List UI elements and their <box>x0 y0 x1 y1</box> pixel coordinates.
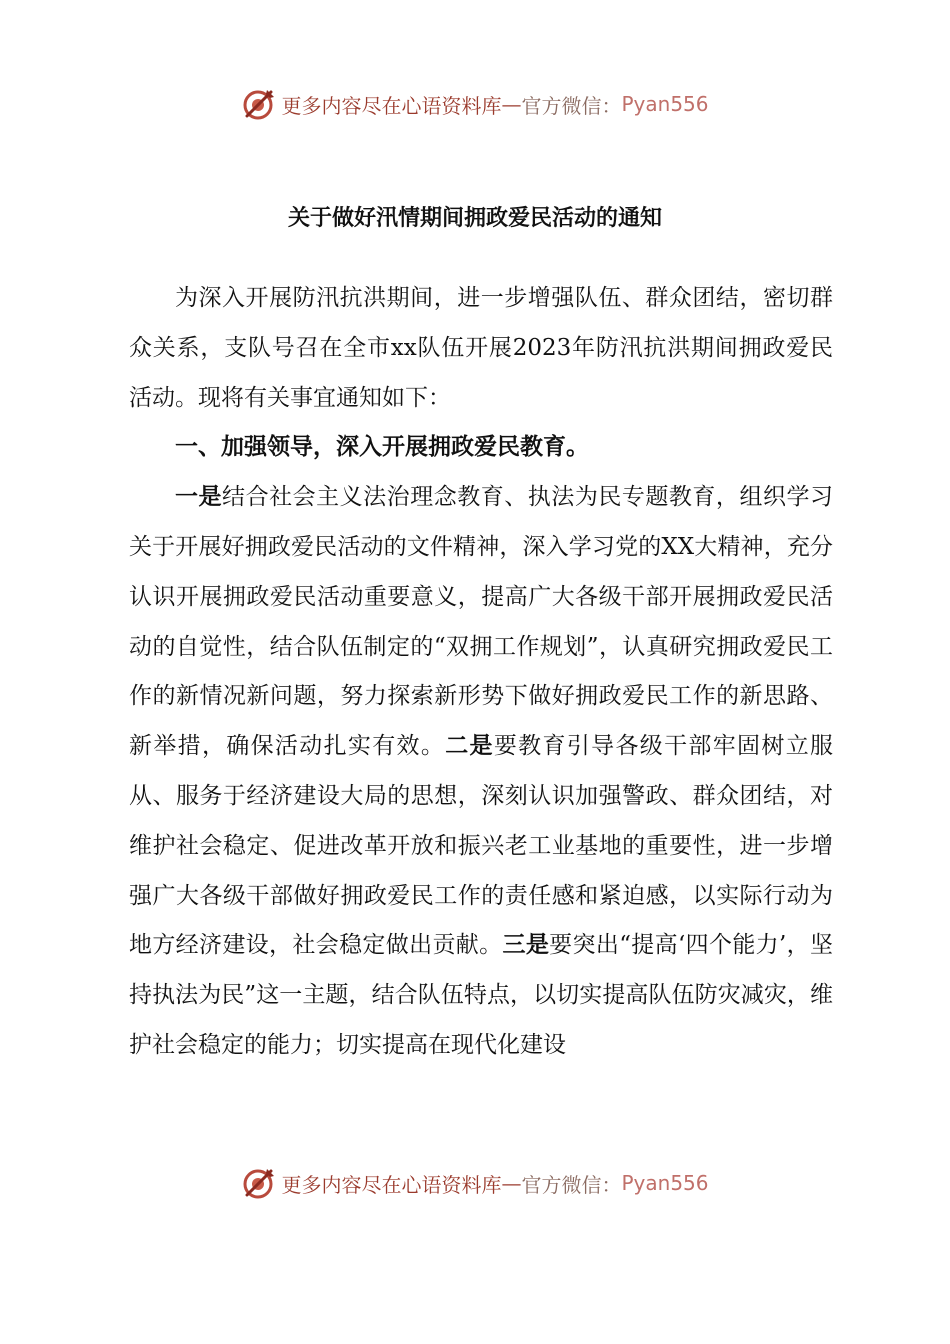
brush-logo-icon <box>241 86 277 122</box>
watermark-header <box>0 84 950 124</box>
point-text-1: 结合社会主义法治理念教育、执法为民专题教育，组织学习关于开展好拥政爱民活动的文件精神，深入学习党的XX大精神，充分认识开展拥政爱民活动重要意义，提高广大各级干部开展拥政爱民活动的自觉性，结合队伍制定的“双拥工作规划”，认真研究拥政爱民工作的新情况新问题，努力探索新形势下做好拥政爱民工作的新思路、新举措，确保活动扎实有效。 <box>129 484 834 760</box>
watermark-wechat-label: 官方微信： <box>521 93 622 118</box>
section-heading-1: 一、加强领导，深入开展拥政爱民教育。 <box>175 434 589 461</box>
watermark-wechat-label: 官方微信： <box>521 1172 622 1197</box>
watermark-text: 更多内容尽在心语资料库 <box>281 1172 502 1197</box>
watermark-dash: — <box>501 1171 522 1195</box>
watermark-footer <box>0 1163 950 1203</box>
point-text-3: 要突出“提高‘四个能力’，坚持执法为民”这一主题，结合队伍特点，以切实提高队伍防灾减灾，维护社会稳定的能力；切实提高在现代化建设 <box>129 932 834 1058</box>
point-text-2: 要教育引导各级干部牢固树立服从、服务于经济建设大局的思想，深刻认识加强警政、群众团结，对维护社会稳定、促进改革开放和振兴老工业基地的重要性，进一步增强广大各级干部做好拥政爱民工作的责任感和紧迫感，以实际行动为地方经济建设，社会稳定做出贡献。 <box>129 733 834 959</box>
point-label-3: 三是 <box>502 932 550 959</box>
watermark-wechat-id: Pyan556 <box>621 1171 709 1195</box>
point-label-2: 二是 <box>445 733 494 760</box>
watermark-text: 更多内容尽在心语资料库 <box>281 93 502 118</box>
document-title: 关于做好汛情期间拥政爱民活动的通知 <box>287 206 662 231</box>
point-label-1: 一是 <box>175 484 223 511</box>
watermark-dash: — <box>501 92 522 116</box>
document-body <box>129 274 833 1071</box>
watermark-wechat-id: Pyan556 <box>621 92 709 116</box>
brush-logo-icon <box>241 1165 277 1201</box>
section-paragraph-1 <box>129 473 833 1071</box>
intro-paragraph: 为深入开展防汛抗洪期间，进一步增强队伍、群众团结，密切群众关系，支队号召在全市xx队伍开展2023年防汛抗洪期间拥政爱民活动。现将有关事宜通知如下： <box>129 285 833 411</box>
